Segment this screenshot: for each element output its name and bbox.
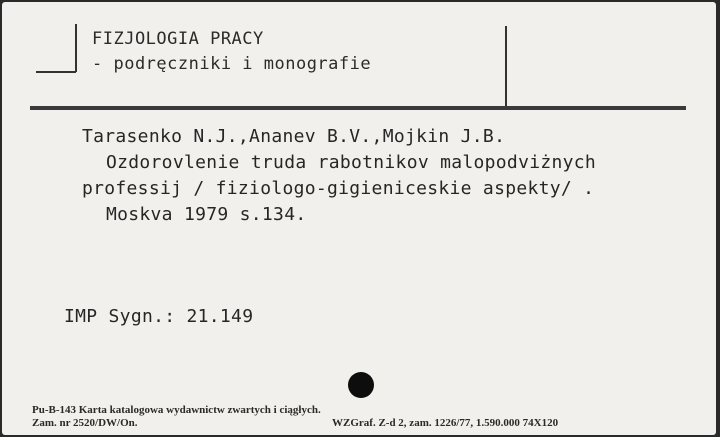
record-authors: Tarasenko N.J.,Ananev B.V.,Mojkin J.B.	[82, 126, 506, 147]
header-bracket-mark	[32, 20, 78, 74]
record-title-line2: professij / fiziologo-gigieniceskie aspekty/ .	[82, 178, 595, 199]
footer-line1: Pu-B-143 Karta katalogowa wydawnictw zwartych i ciągłych.	[32, 404, 321, 416]
header-divider-horizontal	[30, 106, 686, 110]
card-category-subtitle: - podręczniki i monografie	[92, 54, 372, 74]
footer-line2-left: Zam. nr 2520/DW/On.	[32, 417, 138, 429]
footer-line2-right: WZGraf. Z-d 2, zam. 1226/77, 1.590.000 74X120	[332, 417, 559, 429]
record-title-line1: Ozdorovlenie truda rabotnikov malopodviżnych	[106, 152, 597, 173]
catalog-card	[2, 2, 716, 435]
card-category-title: FIZJOLOGIA PRACY	[92, 29, 264, 49]
record-imprint: Moskva 1979 s.134.	[106, 204, 307, 225]
header-divider-vertical	[505, 26, 507, 106]
call-number: IMP Sygn.: 21.149	[64, 306, 254, 327]
punch-hole	[348, 372, 374, 398]
